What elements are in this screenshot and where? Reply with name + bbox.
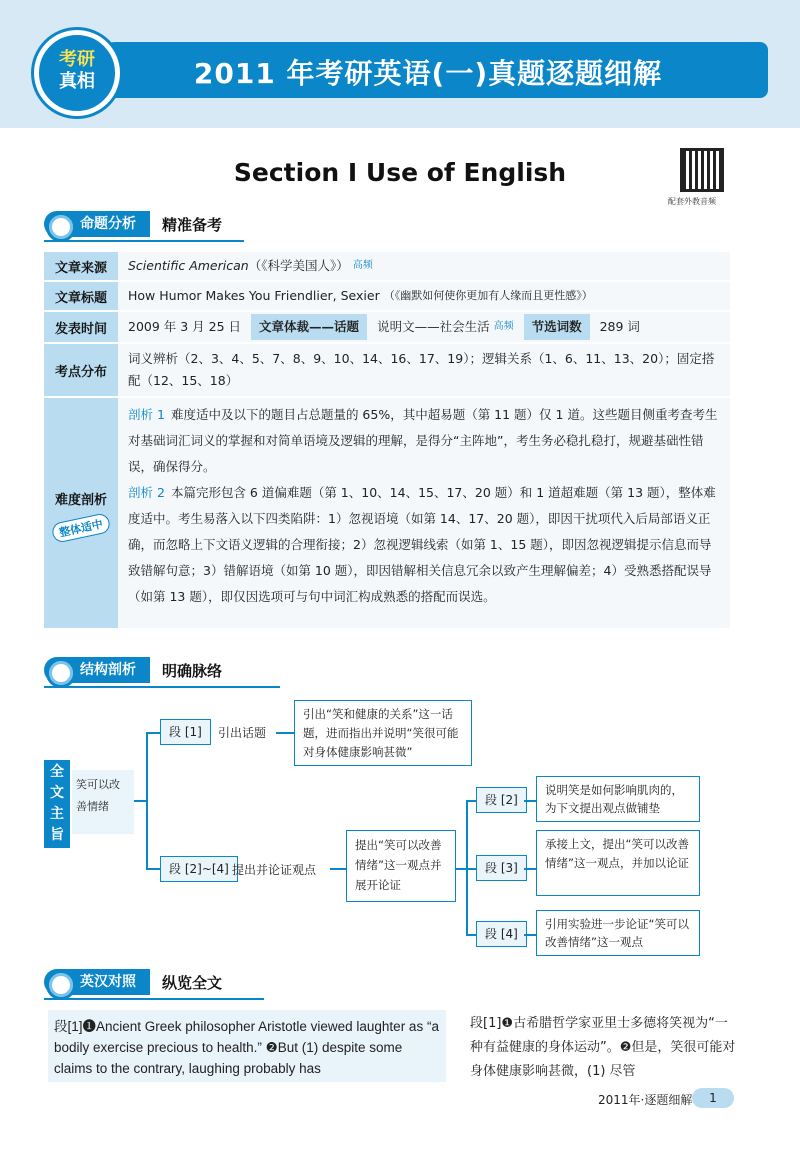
analysis-p2 (128, 480, 720, 610)
connector (524, 800, 536, 802)
seg1-role: 引出话题 (218, 726, 267, 740)
page-title: 2011 年考研英语(一)真题逐题细解 (193, 57, 663, 90)
title-bar (88, 42, 768, 98)
divider (44, 240, 244, 242)
difficulty-value (118, 398, 730, 628)
title-en: How Humor Makes You Friendlier, Sexier (128, 288, 380, 303)
seg1-note: 引出“笑和健康的关系”这一话题，进而指出并说明“笑很可能对身体健康影响甚微” (294, 700, 472, 766)
main-label-text: 全文主旨 (50, 764, 64, 843)
qr-code-icon[interactable] (680, 148, 724, 192)
genre-value: 说明文——社会生活 (377, 319, 490, 334)
structure-header (44, 656, 222, 684)
divider (44, 998, 264, 1000)
difficulty-badge: 整体适中 (51, 512, 112, 544)
connector (524, 868, 536, 870)
title-label: 文章标题 (44, 282, 118, 310)
words-label: 节选词数 (524, 314, 590, 340)
divider (44, 686, 280, 688)
logo (34, 30, 120, 116)
analysis-header (44, 210, 222, 238)
p1-text: 难度适中及以下的题目占总题量的 65%，其中超易题（第 11 题）仅 1 道。这些题目侧重考查考生对基础词汇词义的掌握和对简单语境及逻辑的理解，是得分“主阵地”，考生务必稳扎稳打，规避基础性错误，确保得分。 (128, 407, 718, 474)
connector (466, 800, 476, 802)
connector (146, 868, 160, 870)
connector (330, 868, 346, 870)
frequency-tag: 高频 (352, 260, 373, 271)
date-text: 2009 年 3 月 25 日 (128, 319, 242, 334)
footer-label: 2011年·逐题细解 (598, 1093, 693, 1107)
chinese-paragraph: 段[1]❶古希腊哲学家亚里士多德将笑视为“一种有益健康的身体运动”。❷但是，笑很可能对身体健康影响甚微，(1) 尽管 (470, 1016, 736, 1079)
title-value (118, 282, 730, 310)
qr-caption: 配套外教音频 (668, 197, 716, 206)
seg3-note: 承接上文，提出“笑可以改善情绪”这一观点，并加以论证 (536, 830, 700, 896)
seg4-box: 段 [4] (476, 921, 527, 947)
connector (146, 732, 160, 734)
difficulty-label-cell (44, 398, 118, 628)
table-row (44, 282, 730, 312)
english-paragraph: 段[1]❶Ancient Greek philosopher Aristotle viewed laughter as “a bodily exercise precious to health.” ❷But (1) despite some claims to the contrary, laughing probably has (48, 1010, 446, 1082)
analysis-pill: 命题分析 (44, 211, 150, 237)
frequency-tag: 高频 (493, 321, 514, 332)
logo-line1: 考研 (59, 49, 95, 70)
seg4-note: 引用实验进一步论证“笑可以改善情绪”这一观点 (536, 910, 700, 956)
structure-subtitle: 明确脉络 (162, 661, 223, 680)
seg24-note: 提出“笑可以改善情绪”这一观点并展开论证 (346, 830, 456, 902)
bilingual-header (44, 968, 222, 996)
date-label: 发表时间 (44, 312, 118, 342)
genre-label: 文章体裁——话题 (251, 314, 367, 340)
analysis-p1 (128, 402, 720, 480)
words-value: 289 词 (599, 319, 640, 334)
section-title: Section Ⅰ Use of English (233, 158, 567, 187)
seg24-role: 提出并论证观点 (232, 863, 317, 877)
seg3-box: 段 [3] (476, 855, 527, 881)
table-row (44, 312, 730, 344)
date-value (118, 312, 730, 342)
source-value (118, 252, 730, 280)
analysis-subtitle: 精准备考 (162, 215, 223, 234)
table-row (44, 344, 730, 398)
source-en: Scientific American (128, 258, 249, 273)
table-row (44, 252, 730, 282)
logo-line2: 真相 (59, 71, 95, 92)
connector (466, 868, 476, 870)
main-idea-label (44, 760, 70, 848)
p1-tag: 剖析 1 (128, 407, 165, 422)
connector (276, 732, 294, 734)
header-banner (0, 0, 800, 128)
seg1-box: 段 [1] (160, 719, 211, 745)
source-label: 文章来源 (44, 252, 118, 280)
connector (466, 934, 476, 936)
connector (134, 800, 146, 802)
connector (456, 868, 466, 870)
main-idea-text: 笑可以改善情绪 (72, 770, 134, 834)
table-row (44, 398, 730, 630)
seg24-box: 段 [2]~[4] (160, 856, 238, 882)
points-label: 考点分布 (44, 344, 118, 396)
info-table (44, 252, 730, 630)
bilingual-pill: 英汉对照 (44, 969, 150, 995)
page-number: 1 (692, 1088, 734, 1108)
source-zh: （《科学美国人》） (248, 258, 349, 273)
connector (524, 934, 536, 936)
difficulty-label: 难度剖析 (54, 492, 107, 508)
structure-pill: 结构剖析 (44, 657, 150, 683)
title-zh: （《幽默如何使你更加有人缘而且更性感》） (383, 289, 593, 302)
connector (146, 732, 148, 870)
seg2-note: 说明笑是如何影响肌肉的，为下文提出观点做铺垫 (536, 776, 700, 822)
seg2-box: 段 [2] (476, 787, 527, 813)
bilingual-subtitle: 纵览全文 (162, 973, 223, 992)
p2-text: 本篇完形包含 6 道偏难题（第 1、10、14、15、17、20 题）和 1 道超难题（第 13 题），整体难度适中。考生易落入以下四类陷阱：1）忽视语境（如第 14、17、20 题），即因干扰项代入后局部语义正确，而忽略上下文语义逻辑的合理衔接；2）忽视逻辑线索（如第 1、15 题），即因忽视逻辑提示信息而导致错解句意；3）错解语境（如第 10 题），即因错解相关信息冗余以致产生理解偏差；4）受熟悉搭配误导（如第 13 题），即仅因选项可与句中词汇构成熟悉的搭配而误选。 (128, 485, 716, 604)
p2-tag: 剖析 2 (128, 485, 165, 500)
points-value: 词义辨析（2、3、4、5、7、8、9、10、14、16、17、19）；逻辑关系（1、6、11、13、20）；固定搭配（12、15、18） (118, 344, 730, 396)
